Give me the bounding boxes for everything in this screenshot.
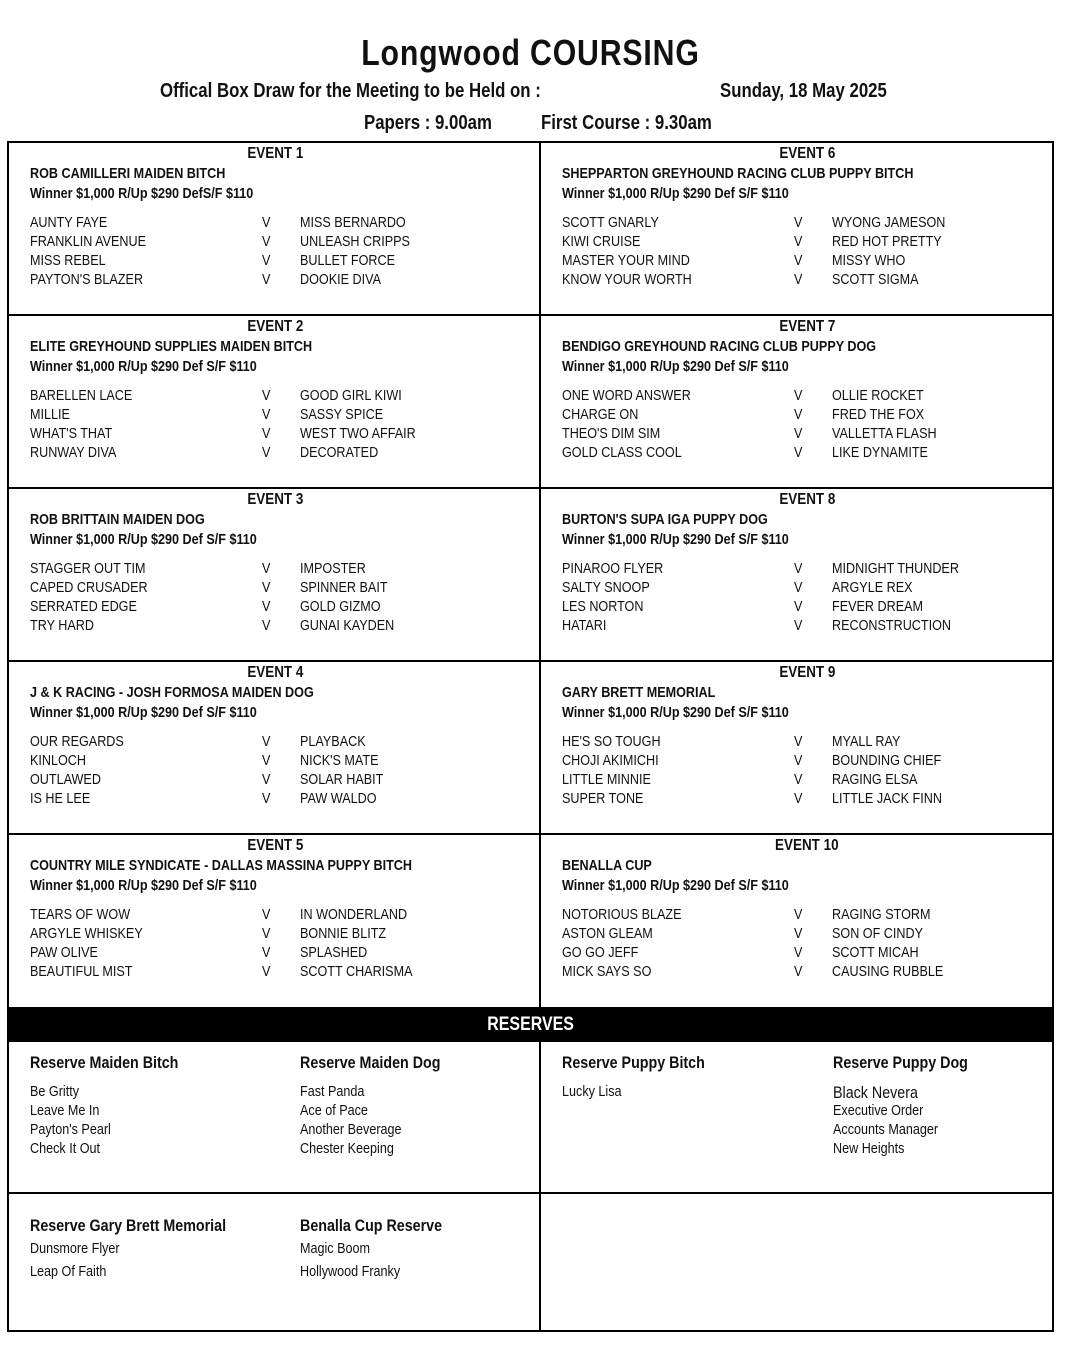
dog-left: SALTY SNOOP (562, 579, 650, 596)
versus-label: V (794, 387, 803, 404)
dog-left: KINLOCH (30, 752, 87, 769)
dog-right: GOOD GIRL KIWI (300, 387, 402, 404)
versus-label: V (262, 252, 271, 269)
reserve-group (562, 1053, 732, 1102)
event-number: EVENT 8 (778, 491, 836, 508)
versus-label: V (262, 406, 271, 423)
dog-left: MICK SAYS SO (562, 963, 652, 980)
dog-left: ASTON GLEAM (562, 925, 653, 942)
meeting-subtitle: Offical Box Draw for the Meeting to be Held on : (160, 80, 541, 102)
event-name: ROB CAMILLERI MAIDEN BITCH (30, 165, 226, 182)
reserve-dog: Magic Boom (300, 1240, 371, 1257)
reserve-dog: Another Beverage (300, 1121, 402, 1138)
dog-left: FRANKLIN AVENUE (30, 233, 146, 250)
reserve-dog: Check It Out (30, 1140, 101, 1157)
versus-label: V (794, 406, 803, 423)
event-name: ELITE GREYHOUND SUPPLIES MAIDEN BITCH (30, 338, 313, 355)
reserves-divider-horizontal (9, 1192, 1052, 1194)
event-prize: Winner $1,000 R/Up $290 Def S/F $110 (30, 531, 257, 548)
versus-label: V (262, 560, 271, 577)
dog-right: SPINNER BAIT (300, 579, 388, 596)
dog-right: SON OF CINDY (832, 925, 924, 942)
dog-right: SCOTT MICAH (832, 944, 919, 961)
papers-time: Papers : 9.00am (364, 112, 492, 134)
dog-right: RAGING ELSA (832, 771, 918, 788)
dog-left: PAW OLIVE (30, 944, 98, 961)
reserve-dog: Ace of Pace (300, 1102, 368, 1119)
dog-left: KIWI CRUISE (562, 233, 641, 250)
event-name: GARY BRETT MEMORIAL (562, 684, 716, 701)
dog-left: AUNTY FAYE (30, 214, 108, 231)
dog-right: IMPOSTER (300, 560, 366, 577)
reserve-heading: Benalla Cup Reserve (300, 1216, 443, 1235)
versus-label: V (262, 963, 271, 980)
event-number: EVENT 3 (246, 491, 304, 508)
dog-right: GUNAI KAYDEN (300, 617, 395, 634)
event-prize: Winner $1,000 R/Up $290 Def S/F $110 (562, 358, 789, 375)
versus-label: V (262, 944, 271, 961)
dog-left: OUR REGARDS (30, 733, 124, 750)
dog-left: CAPED CRUSADER (30, 579, 148, 596)
event-prize: Winner $1,000 R/Up $290 Def S/F $110 (562, 877, 789, 894)
event-name: J & K RACING - JOSH FORMOSA MAIDEN DOG (30, 684, 314, 701)
versus-label: V (794, 560, 803, 577)
dog-left: LES NORTON (562, 598, 644, 615)
versus-label: V (794, 752, 803, 769)
dog-right: PAW WALDO (300, 790, 377, 807)
versus-label: V (794, 598, 803, 615)
event-number: EVENT 4 (246, 664, 304, 681)
versus-label: V (794, 425, 803, 442)
dog-left: BEAUTIFUL MIST (30, 963, 133, 980)
event-box (541, 143, 1063, 314)
dog-right: SPLASHED (300, 944, 368, 961)
dog-left: MILLIE (30, 406, 70, 423)
event-name: SHEPPARTON GREYHOUND RACING CLUB PUPPY BITCH (562, 165, 914, 182)
dog-right: IN WONDERLAND (300, 906, 408, 923)
versus-label: V (262, 617, 271, 634)
versus-label: V (794, 271, 803, 288)
dog-right: SOLAR HABIT (300, 771, 384, 788)
event-box (9, 489, 531, 660)
reserve-dog: Lucky Lisa (562, 1083, 622, 1100)
reserve-group (30, 1053, 207, 1159)
reserves-divider-vertical (539, 1042, 541, 1330)
reserve-heading: Reserve Gary Brett Memorial (30, 1216, 227, 1235)
dog-left: NOTORIOUS BLAZE (562, 906, 682, 923)
versus-label: V (262, 733, 271, 750)
dog-left: IS HE LEE (30, 790, 91, 807)
reserve-dog: Black Nevera (833, 1083, 918, 1102)
dog-right: VALLETTA FLASH (832, 425, 937, 442)
reserve-group (300, 1053, 467, 1159)
event-name: ROB BRITTAIN MAIDEN DOG (30, 511, 205, 528)
event-box (541, 489, 1063, 660)
versus-label: V (794, 771, 803, 788)
event-box (9, 143, 531, 314)
event-box (9, 835, 531, 1006)
event-number: EVENT 1 (246, 145, 304, 162)
dog-left: TRY HARD (30, 617, 94, 634)
versus-label: V (794, 906, 803, 923)
reserve-dog: Accounts Manager (833, 1121, 939, 1138)
event-number: EVENT 6 (778, 145, 836, 162)
dog-left: MISS REBEL (30, 252, 106, 269)
dog-right: RAGING STORM (832, 906, 931, 923)
dog-right: MYALL RAY (832, 733, 901, 750)
event-name: BENALLA CUP (562, 857, 652, 874)
versus-label: V (794, 963, 803, 980)
dog-right: GOLD GIZMO (300, 598, 381, 615)
dog-left: WHAT'S THAT (30, 425, 113, 442)
dog-left: PINAROO FLYER (562, 560, 664, 577)
event-number: EVENT 10 (775, 837, 839, 854)
dog-right: CAUSING RUBBLE (832, 963, 944, 980)
event-prize: Winner $1,000 R/Up $290 Def S/F $110 (30, 877, 257, 894)
dog-left: RUNWAY DIVA (30, 444, 117, 461)
dog-right: DECORATED (300, 444, 379, 461)
dog-right: MIDNIGHT THUNDER (832, 560, 959, 577)
dog-right: RED HOT PRETTY (832, 233, 942, 250)
dog-right: LIKE DYNAMITE (832, 444, 928, 461)
dog-right: RECONSTRUCTION (832, 617, 952, 634)
versus-label: V (262, 214, 271, 231)
page-title: Longwood COURSING (360, 32, 700, 73)
dog-left: MASTER YOUR MIND (562, 252, 690, 269)
dog-left: OUTLAWED (30, 771, 101, 788)
event-name: BURTON'S SUPA IGA PUPPY DOG (562, 511, 768, 528)
dog-right: FEVER DREAM (832, 598, 924, 615)
versus-label: V (262, 579, 271, 596)
event-name: BENDIGO GREYHOUND RACING CLUB PUPPY DOG (562, 338, 877, 355)
event-number: EVENT 9 (778, 664, 836, 681)
dog-left: SUPER TONE (562, 790, 644, 807)
event-box (541, 662, 1063, 833)
event-box (541, 835, 1063, 1006)
dog-right: MISSY WHO (832, 252, 906, 269)
reserve-dog: Chester Keeping (300, 1140, 394, 1157)
reserve-group (300, 1216, 469, 1286)
versus-label: V (262, 387, 271, 404)
dog-right: LITTLE JACK FINN (832, 790, 942, 807)
dog-left: STAGGER OUT TIM (30, 560, 146, 577)
versus-label: V (794, 733, 803, 750)
dog-left: GOLD CLASS COOL (562, 444, 682, 461)
dog-right: SASSY SPICE (300, 406, 384, 423)
event-prize: Winner $1,000 R/Up $290 Def S/F $110 (30, 704, 257, 721)
versus-label: V (794, 444, 803, 461)
dog-left: ONE WORD ANSWER (562, 387, 691, 404)
dog-left: CHARGE ON (562, 406, 639, 423)
dog-left: LITTLE MINNIE (562, 771, 651, 788)
versus-label: V (262, 444, 271, 461)
versus-label: V (794, 925, 803, 942)
reserve-group (833, 1053, 994, 1159)
dog-left: GO GO JEFF (562, 944, 639, 961)
dog-left: PAYTON'S BLAZER (30, 271, 144, 288)
dog-right: BULLET FORCE (300, 252, 395, 269)
versus-label: V (262, 598, 271, 615)
dog-right: FRED THE FOX (832, 406, 925, 423)
dog-right: MISS BERNARDO (300, 214, 406, 231)
dog-right: WYONG JAMESON (832, 214, 946, 231)
reserve-dog: Hollywood Franky (300, 1263, 401, 1280)
versus-label: V (262, 925, 271, 942)
event-number: EVENT 5 (246, 837, 304, 854)
event-prize: Winner $1,000 R/Up $290 DefS/F $110 (30, 185, 254, 202)
event-box (9, 662, 531, 833)
versus-label: V (262, 233, 271, 250)
dog-right: WEST TWO AFFAIR (300, 425, 416, 442)
dog-left: THEO'S DIM SIM (562, 425, 661, 442)
event-prize: Winner $1,000 R/Up $290 Def S/F $110 (30, 358, 257, 375)
event-number: EVENT 7 (778, 318, 836, 335)
versus-label: V (794, 944, 803, 961)
versus-label: V (794, 252, 803, 269)
reserve-dog: Leap Of Faith (30, 1263, 107, 1280)
dog-right: BOUNDING CHIEF (832, 752, 942, 769)
dog-left: BARELLEN LACE (30, 387, 133, 404)
versus-label: V (794, 233, 803, 250)
reserve-dog: Payton's Pearl (30, 1121, 111, 1138)
reserves-banner: RESERVES (7, 1007, 1054, 1042)
meeting-date: Sunday, 18 May 2025 (720, 80, 887, 102)
dog-right: OLLIE ROCKET (832, 387, 924, 404)
dog-right: SCOTT CHARISMA (300, 963, 413, 980)
dog-right: SCOTT SIGMA (832, 271, 919, 288)
reserve-dog: Executive Order (833, 1102, 924, 1119)
reserve-group (30, 1216, 263, 1286)
event-number: EVENT 2 (246, 318, 304, 335)
event-box (9, 316, 531, 487)
versus-label: V (262, 271, 271, 288)
dog-left: KNOW YOUR WORTH (562, 271, 692, 288)
reserve-heading: Reserve Puppy Dog (833, 1053, 968, 1072)
dog-left: TEARS OF WOW (30, 906, 131, 923)
versus-label: V (262, 752, 271, 769)
dog-right: NICK'S MATE (300, 752, 379, 769)
versus-label: V (262, 425, 271, 442)
reserve-dog: Fast Panda (300, 1083, 365, 1100)
versus-label: V (794, 579, 803, 596)
event-prize: Winner $1,000 R/Up $290 Def S/F $110 (562, 531, 789, 548)
dog-left: CHOJI AKIMICHI (562, 752, 659, 769)
versus-label: V (262, 771, 271, 788)
versus-label: V (262, 790, 271, 807)
first-course-time: First Course : 9.30am (541, 112, 712, 134)
dog-right: ARGYLE REX (832, 579, 913, 596)
reserve-heading: Reserve Maiden Bitch (30, 1053, 179, 1072)
reserve-dog: Dunsmore Flyer (30, 1240, 120, 1257)
dog-right: PLAYBACK (300, 733, 366, 750)
dog-left: SCOTT GNARLY (562, 214, 659, 231)
dog-left: HE'S SO TOUGH (562, 733, 661, 750)
reserve-dog: Leave Me In (30, 1102, 100, 1119)
reserve-dog: Be Gritty (30, 1083, 80, 1100)
versus-label: V (794, 214, 803, 231)
dog-left: SERRATED EDGE (30, 598, 137, 615)
dog-left: HATARI (562, 617, 607, 634)
versus-label: V (794, 790, 803, 807)
versus-label: V (262, 906, 271, 923)
versus-label: V (794, 617, 803, 634)
event-prize: Winner $1,000 R/Up $290 Def S/F $110 (562, 185, 789, 202)
reserve-heading: Reserve Maiden Dog (300, 1053, 441, 1072)
event-prize: Winner $1,000 R/Up $290 Def S/F $110 (562, 704, 789, 721)
dog-right: UNLEASH CRIPPS (300, 233, 410, 250)
event-box (541, 316, 1063, 487)
event-name: COUNTRY MILE SYNDICATE - DALLAS MASSINA PUPPY BITCH (30, 857, 412, 874)
dog-left: ARGYLE WHISKEY (30, 925, 143, 942)
dog-right: DOOKIE DIVA (300, 271, 381, 288)
reserve-dog: New Heights (833, 1140, 905, 1157)
reserve-heading: Reserve Puppy Bitch (562, 1053, 705, 1072)
dog-right: BONNIE BLITZ (300, 925, 387, 942)
